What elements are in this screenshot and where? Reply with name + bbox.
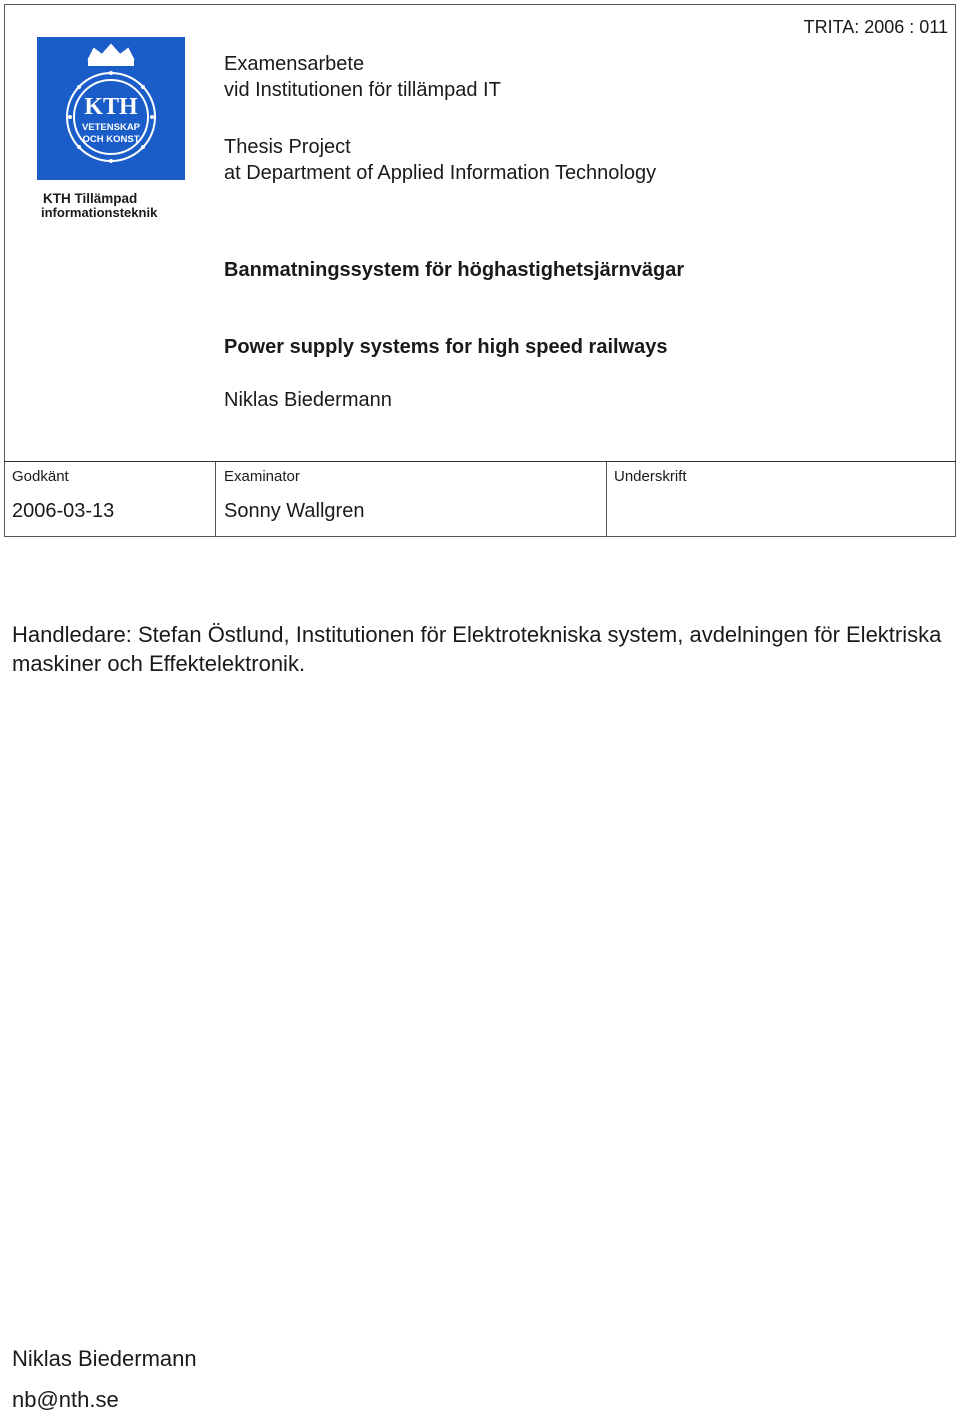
type-en-line1: Thesis Project (224, 136, 351, 158)
table-top-rule (4, 461, 956, 462)
kth-motto-2: OCH KONST (82, 134, 140, 145)
footer-email: nb@nth.se (12, 1387, 119, 1412)
kth-crest-icon (37, 37, 185, 221)
examiner-label: Examinator (224, 468, 300, 485)
kth-caption-1: KTH Tillämpad (43, 191, 138, 206)
type-sv-line1: Examensarbete (224, 53, 365, 75)
kth-motto-1: VETENSKAP (81, 122, 141, 133)
approved-date: 2006-03-13 (12, 500, 115, 522)
type-en-line2: at Department of Applied Information Technology (224, 162, 657, 184)
table-divider-1 (215, 462, 216, 537)
footer-author: Niklas Biedermann (12, 1346, 197, 1371)
title-swedish: Banmatningssystem för höghastighetsjärnvägar (224, 259, 685, 281)
title-english: Power supply systems for high speed railways (224, 336, 668, 358)
report-number: TRITA: 2006 : 011 (803, 17, 948, 37)
supervisor-text: Handledare: Stefan Östlund, Institutionen för Elektrotekniska system, avdelningen för Elektriska maskiner och Effektelektronik. (12, 622, 942, 676)
kth-logo (37, 37, 185, 221)
kth-caption-2: informationsteknik (41, 205, 158, 220)
signature-label: Underskrift (614, 468, 687, 485)
examiner-name: Sonny Wallgren (224, 500, 365, 522)
kth-acronym: KTH (84, 94, 138, 120)
table-divider-2 (606, 462, 607, 537)
author-name: Niklas Biedermann (224, 389, 392, 411)
type-sv-line2: vid Institutionen för tillämpad IT (224, 79, 501, 101)
approved-label: Godkänt (12, 468, 69, 485)
